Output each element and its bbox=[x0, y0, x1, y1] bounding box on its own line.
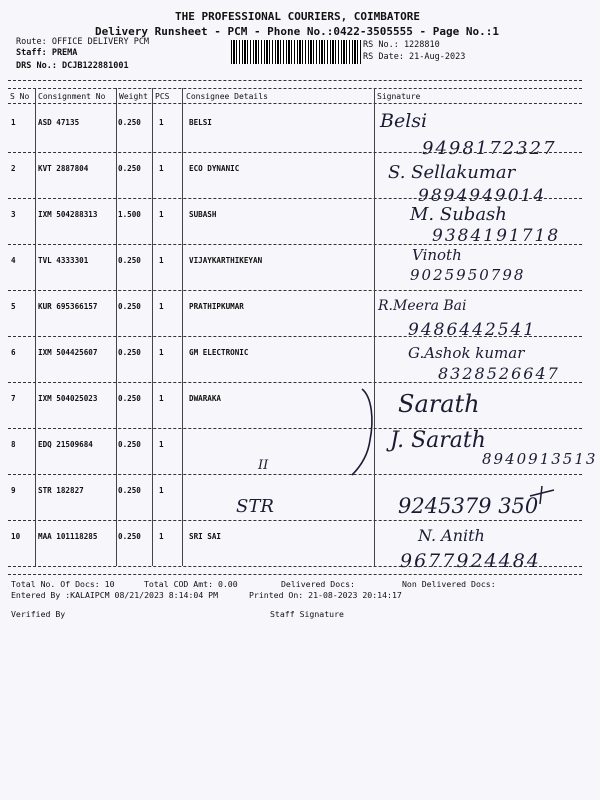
row-separator bbox=[8, 290, 582, 291]
row-consignment-no: IXM 504425607 bbox=[38, 348, 98, 357]
column-divider bbox=[374, 88, 375, 566]
row-weight: 0.250 bbox=[118, 256, 141, 265]
column-divider bbox=[152, 88, 153, 566]
col-header-signature: Signature bbox=[377, 92, 421, 101]
column-divider bbox=[182, 88, 183, 566]
row-signature: 9245379 350 bbox=[398, 494, 539, 518]
drs-number: DRS No.: DCJB122881001 bbox=[16, 61, 129, 71]
staff-signature: Staff Signature bbox=[270, 609, 344, 619]
row-consignee: GM ELECTRONIC bbox=[189, 348, 249, 357]
row-consignee: PRATHIPKUMAR bbox=[189, 302, 244, 311]
row-signature-phone: 9486442541 bbox=[408, 320, 537, 340]
row-weight: 0.250 bbox=[118, 486, 141, 495]
row-separator bbox=[8, 520, 582, 521]
row-sno: 8 bbox=[11, 440, 16, 449]
barcode bbox=[231, 40, 361, 64]
row-separator bbox=[8, 428, 582, 429]
row-signature: J. Sarath bbox=[390, 428, 486, 453]
row-separator bbox=[8, 198, 582, 199]
row-weight: 1.500 bbox=[118, 210, 141, 219]
row-separator bbox=[8, 566, 582, 567]
row-signature: S. Sellakumar bbox=[388, 162, 516, 183]
company-title: THE PROFESSIONAL COURIERS, COIMBATORE bbox=[175, 10, 421, 23]
row-pcs: 1 bbox=[159, 164, 164, 173]
row8-mark: II bbox=[258, 458, 269, 473]
column-divider bbox=[116, 88, 117, 566]
rs-number: RS No.: 1228810 bbox=[363, 40, 440, 50]
row-separator bbox=[8, 474, 582, 475]
route-label: Route: OFFICE DELIVERY PCM bbox=[16, 37, 150, 47]
verified-by: Verified By bbox=[11, 609, 66, 619]
row-weight: 0.250 bbox=[118, 164, 141, 173]
row-weight: 0.250 bbox=[118, 532, 141, 541]
row9-mark: STR bbox=[236, 496, 274, 517]
row-pcs: 1 bbox=[159, 532, 164, 541]
row-signature: G.Ashok kumar bbox=[408, 344, 525, 362]
staff-label: Staff: PREMA bbox=[16, 48, 78, 58]
col-header-pcs: PCS bbox=[155, 92, 170, 101]
row-pcs: 1 bbox=[159, 486, 164, 495]
row-consignment-no: KUR 695366157 bbox=[38, 302, 98, 311]
row-consignee: ECO DYNANIC bbox=[189, 164, 240, 173]
row-pcs: 1 bbox=[159, 118, 164, 127]
row-signature: Vinoth bbox=[412, 246, 462, 264]
row-separator bbox=[8, 382, 582, 383]
row-consignment-no: KVT 2887804 bbox=[38, 164, 89, 173]
col-header-consignee: Consignee Details bbox=[186, 92, 268, 101]
row-sno: 7 bbox=[11, 394, 16, 403]
row-pcs: 1 bbox=[159, 256, 164, 265]
row-signature: R.Meera Bai bbox=[378, 298, 467, 314]
total-cod: Total COD Amt: 0.00 bbox=[144, 579, 238, 589]
delivered-docs: Delivered Docs: bbox=[281, 579, 355, 589]
row-consignee: DWARAKA bbox=[189, 394, 222, 403]
row-consignee: BELSI bbox=[189, 118, 212, 127]
row-sno: 6 bbox=[11, 348, 16, 357]
row-weight: 0.250 bbox=[118, 302, 141, 311]
col-header-consignment: Consignment No bbox=[38, 92, 106, 101]
printed-on: Printed On: 21-08-2023 20:14:17 bbox=[249, 590, 402, 600]
row-pcs: 1 bbox=[159, 348, 164, 357]
row-separator bbox=[8, 152, 582, 153]
row-signature-phone: 9894949014 bbox=[418, 186, 547, 206]
column-divider bbox=[35, 88, 36, 566]
row-consignee: SRI SAI bbox=[189, 532, 222, 541]
row-signature: N. Anith bbox=[418, 526, 485, 545]
row-pcs: 1 bbox=[159, 394, 164, 403]
row-sno: 10 bbox=[11, 532, 21, 541]
row-consignment-no: ASD 47135 bbox=[38, 118, 80, 127]
row-separator bbox=[8, 244, 582, 245]
row-weight: 0.250 bbox=[118, 440, 141, 449]
row-consignment-no: MAA 101118285 bbox=[38, 532, 98, 541]
row-weight: 0.250 bbox=[118, 394, 141, 403]
row-sno: 4 bbox=[11, 256, 16, 265]
row-signature-phone: 9384191718 bbox=[432, 226, 561, 246]
row-consignment-no: STR 182827 bbox=[38, 486, 84, 495]
row-signature: M. Subash bbox=[410, 204, 507, 225]
row-weight: 0.250 bbox=[118, 348, 141, 357]
table-top-line bbox=[8, 80, 582, 81]
row-consignment-no: EDQ 21509684 bbox=[38, 440, 93, 449]
row-signature-phone: 8940913513 bbox=[482, 450, 598, 468]
row-signature-phone: 8328526647 bbox=[438, 364, 560, 383]
row-signature-phone: 9677924484 bbox=[400, 550, 541, 572]
row-consignment-no: IXM 504288313 bbox=[38, 210, 98, 219]
row-consignment-no: IXM 504025023 bbox=[38, 394, 98, 403]
row-sno: 5 bbox=[11, 302, 16, 311]
row-pcs: 1 bbox=[159, 440, 164, 449]
row-sno: 3 bbox=[11, 210, 16, 219]
header-bottom-line bbox=[8, 103, 582, 104]
row-pcs: 1 bbox=[159, 210, 164, 219]
row-consignee: SUBASH bbox=[189, 210, 217, 219]
row-separator bbox=[8, 336, 582, 337]
row-consignment-no: TVL 4333301 bbox=[38, 256, 89, 265]
row-pcs: 1 bbox=[159, 302, 164, 311]
entered-by: Entered By :KALAIPCM 08/21/2023 8:14:04 PM bbox=[11, 590, 219, 600]
bracket-mark bbox=[350, 385, 380, 480]
total-docs: Total No. Of Docs: 10 bbox=[11, 579, 115, 589]
row-sno: 2 bbox=[11, 164, 16, 173]
row-signature: Belsi bbox=[380, 110, 428, 132]
footer-top-line bbox=[8, 574, 582, 575]
header-top-line bbox=[8, 88, 582, 89]
row-sno: 9 bbox=[11, 486, 16, 495]
row-signature: Sarath bbox=[398, 390, 480, 418]
row-signature-phone: 9498172327 bbox=[422, 138, 557, 159]
rs-date: RS Date: 21-Aug-2023 bbox=[363, 52, 466, 62]
scribble-mark bbox=[528, 484, 558, 506]
row-signature-phone: 9025950798 bbox=[410, 266, 526, 284]
row-weight: 0.250 bbox=[118, 118, 141, 127]
row-sno: 1 bbox=[11, 118, 16, 127]
row-consignee: VIJAYKARTHIKEYAN bbox=[189, 256, 263, 265]
col-header-weight: Weight bbox=[119, 92, 148, 101]
non-delivered-docs: Non Delivered Docs: bbox=[402, 579, 496, 589]
col-header-sno: S No bbox=[10, 92, 30, 101]
runsheet-subtitle: Delivery Runsheet - PCM - Phone No.:0422-3505555 - Page No.:1 bbox=[95, 25, 499, 38]
